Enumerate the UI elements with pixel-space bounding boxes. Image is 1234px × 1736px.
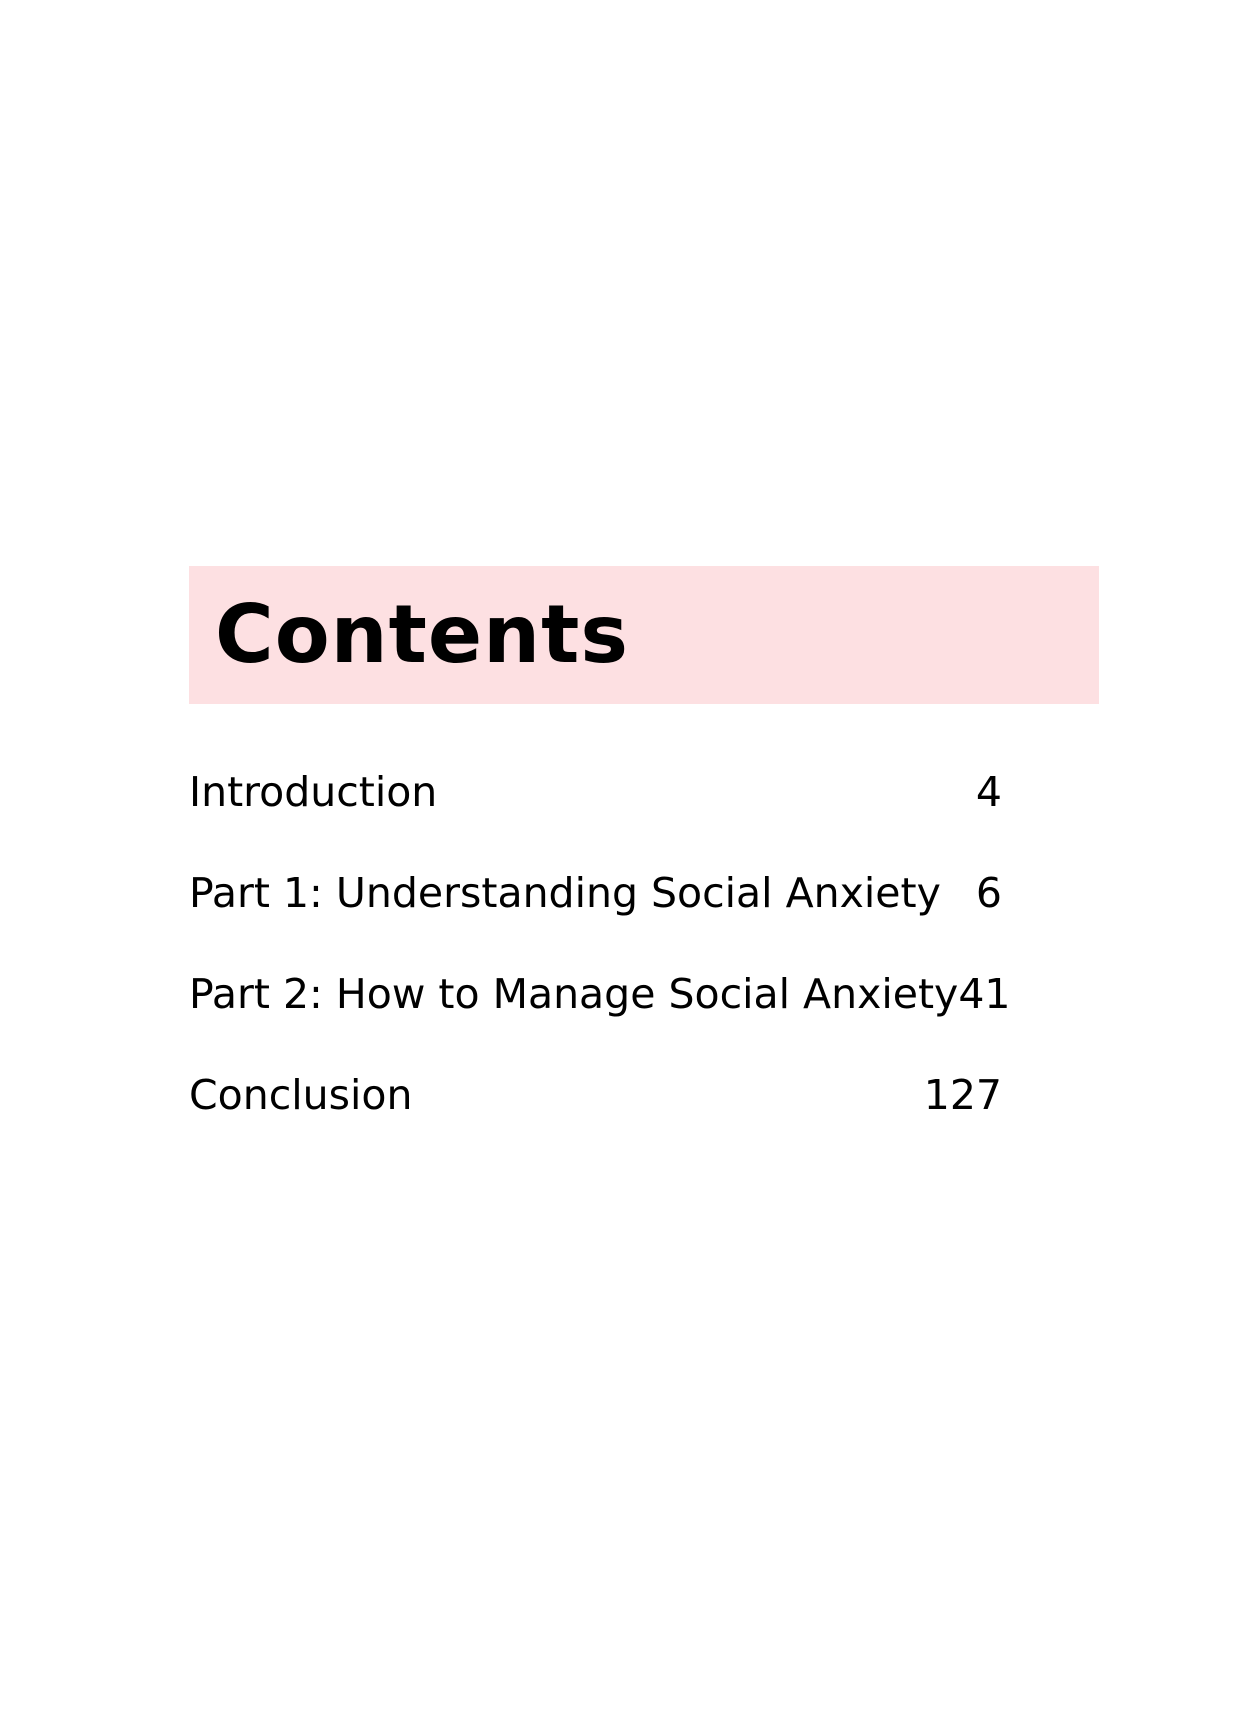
toc-entry-page-number: 4 — [975, 768, 1002, 816]
page-title: Contents — [215, 588, 629, 681]
toc-entry-page-number: 6 — [975, 869, 1002, 917]
contents-title-band — [189, 566, 1099, 704]
toc-entry-label: Part 1: Understanding Social Anxiety — [189, 869, 941, 917]
toc-entry-label: Conclusion — [189, 1071, 413, 1119]
toc-entry-introduction[interactable] — [189, 762, 1002, 863]
toc-entry-part-1[interactable] — [189, 863, 1002, 964]
toc-entry-page-number: 127 — [923, 1071, 1002, 1119]
toc-entry-conclusion[interactable] — [189, 1065, 1002, 1166]
toc-entry-page-number: 41 — [958, 970, 1011, 1018]
toc-entry-label: Introduction — [189, 768, 438, 816]
toc-entry-label: Part 2: How to Manage Social Anxiety — [189, 970, 959, 1018]
table-of-contents — [189, 762, 1011, 1166]
toc-entry-part-2[interactable] — [189, 964, 1011, 1065]
